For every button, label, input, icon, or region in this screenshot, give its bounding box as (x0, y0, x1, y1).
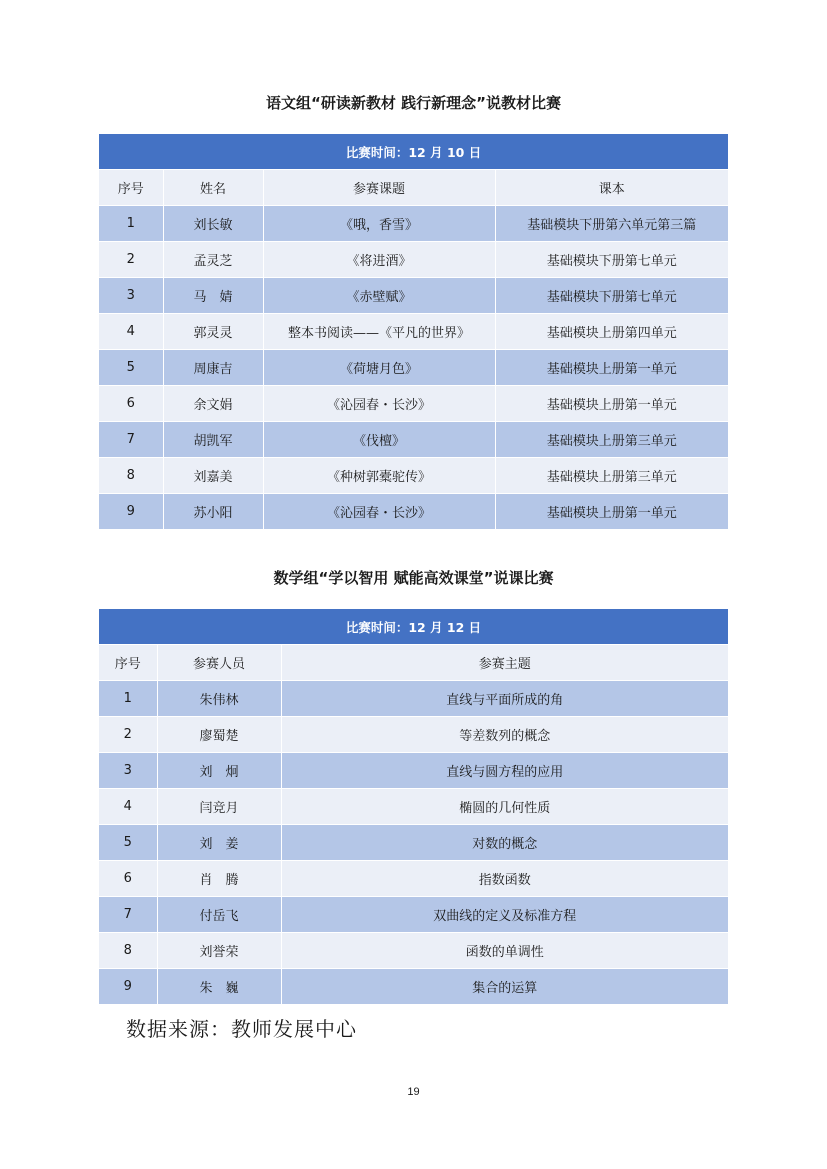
table-row (99, 825, 728, 861)
participant-name: 闫竞月 (157, 789, 281, 825)
column-header-index: 序号 (99, 645, 157, 681)
table-row (99, 458, 728, 494)
theme: 等差数列的概念 (281, 717, 728, 753)
column-header-participant: 参赛人员 (157, 645, 281, 681)
row-index: 5 (99, 825, 157, 861)
table-row (99, 969, 728, 1005)
page-number: 19 (407, 1086, 420, 1098)
table-row (99, 494, 728, 530)
row-index: 6 (99, 386, 163, 422)
table-row (99, 933, 728, 969)
row-index: 1 (99, 206, 163, 242)
theme: 直线与圆方程的应用 (281, 753, 728, 789)
theme: 直线与平面所成的角 (281, 681, 728, 717)
row-index: 3 (99, 753, 157, 789)
topic: 《沁园春・长沙》 (263, 494, 495, 530)
participant-name: 胡凯军 (163, 422, 263, 458)
theme: 双曲线的定义及标准方程 (281, 897, 728, 933)
topic: 《将进酒》 (263, 242, 495, 278)
table-row (99, 681, 728, 717)
column-header-theme: 参赛主题 (281, 645, 728, 681)
table-row (99, 753, 728, 789)
theme: 椭圆的几何性质 (281, 789, 728, 825)
participant-name: 刘誉荣 (157, 933, 281, 969)
chinese-table-title: 语文组“研读新教材 践行新理念”说教材比赛 (266, 94, 561, 112)
chinese-competition-table (99, 134, 728, 530)
participant-name: 廖蜀楚 (157, 717, 281, 753)
column-header-name: 姓名 (163, 170, 263, 206)
chinese-time-header-row (99, 134, 728, 170)
table-row (99, 422, 728, 458)
row-index: 7 (99, 422, 163, 458)
row-index: 4 (99, 789, 157, 825)
participant-name: 郭灵灵 (163, 314, 263, 350)
row-index: 6 (99, 861, 157, 897)
row-index: 7 (99, 897, 157, 933)
chinese-column-header-row (99, 170, 728, 206)
row-index: 8 (99, 933, 157, 969)
row-index: 3 (99, 278, 163, 314)
textbook: 基础模块下册第七单元 (495, 278, 728, 314)
row-index: 9 (99, 969, 157, 1005)
table-row (99, 314, 728, 350)
textbook: 基础模块下册第七单元 (495, 242, 728, 278)
column-header-index: 序号 (99, 170, 163, 206)
participant-name: 付岳飞 (157, 897, 281, 933)
theme: 函数的单调性 (281, 933, 728, 969)
topic: 《伐檀》 (263, 422, 495, 458)
participant-name: 刘长敏 (163, 206, 263, 242)
row-index: 2 (99, 717, 157, 753)
participant-name: 苏小阳 (163, 494, 263, 530)
table-row (99, 717, 728, 753)
column-header-textbook: 课本 (495, 170, 728, 206)
participant-name: 马 婧 (163, 278, 263, 314)
textbook: 基础模块上册第四单元 (495, 314, 728, 350)
topic: 《荷塘月色》 (263, 350, 495, 386)
math-time-header: 比赛时间：12 月 12 日 (99, 609, 728, 645)
math-competition-table (99, 609, 728, 1005)
row-index: 1 (99, 681, 157, 717)
column-header-topic: 参赛课题 (263, 170, 495, 206)
table-row (99, 242, 728, 278)
row-index: 5 (99, 350, 163, 386)
row-index: 4 (99, 314, 163, 350)
participant-name: 孟灵芝 (163, 242, 263, 278)
topic: 《赤壁赋》 (263, 278, 495, 314)
chinese-time-header: 比赛时间：12 月 10 日 (99, 134, 728, 170)
theme: 集合的运算 (281, 969, 728, 1005)
math-table-title: 数学组“学以智用 赋能高效课堂”说课比赛 (273, 569, 554, 587)
participant-name: 刘嘉美 (163, 458, 263, 494)
data-source-note: 数据来源：教师发展中心 (126, 1017, 357, 1041)
participant-name: 肖 腾 (157, 861, 281, 897)
topic: 整本书阅读——《平凡的世界》 (263, 314, 495, 350)
row-index: 8 (99, 458, 163, 494)
topic: 《种树郭橐驼传》 (263, 458, 495, 494)
table-row (99, 789, 728, 825)
math-time-header-row (99, 609, 728, 645)
textbook: 基础模块下册第六单元第三篇 (495, 206, 728, 242)
table-row (99, 206, 728, 242)
table-row (99, 278, 728, 314)
textbook: 基础模块上册第三单元 (495, 458, 728, 494)
textbook: 基础模块上册第一单元 (495, 350, 728, 386)
table-row (99, 861, 728, 897)
textbook: 基础模块上册第一单元 (495, 386, 728, 422)
topic: 《哦，香雪》 (263, 206, 495, 242)
participant-name: 朱 巍 (157, 969, 281, 1005)
textbook: 基础模块上册第三单元 (495, 422, 728, 458)
table-row (99, 897, 728, 933)
participant-name: 刘 炯 (157, 753, 281, 789)
topic: 《沁园春・长沙》 (263, 386, 495, 422)
row-index: 9 (99, 494, 163, 530)
row-index: 2 (99, 242, 163, 278)
theme: 对数的概念 (281, 825, 728, 861)
participant-name: 余文娟 (163, 386, 263, 422)
participant-name: 周康吉 (163, 350, 263, 386)
table-row (99, 386, 728, 422)
math-column-header-row (99, 645, 728, 681)
participant-name: 刘 姜 (157, 825, 281, 861)
textbook: 基础模块上册第一单元 (495, 494, 728, 530)
theme: 指数函数 (281, 861, 728, 897)
table-row (99, 350, 728, 386)
participant-name: 朱伟林 (157, 681, 281, 717)
